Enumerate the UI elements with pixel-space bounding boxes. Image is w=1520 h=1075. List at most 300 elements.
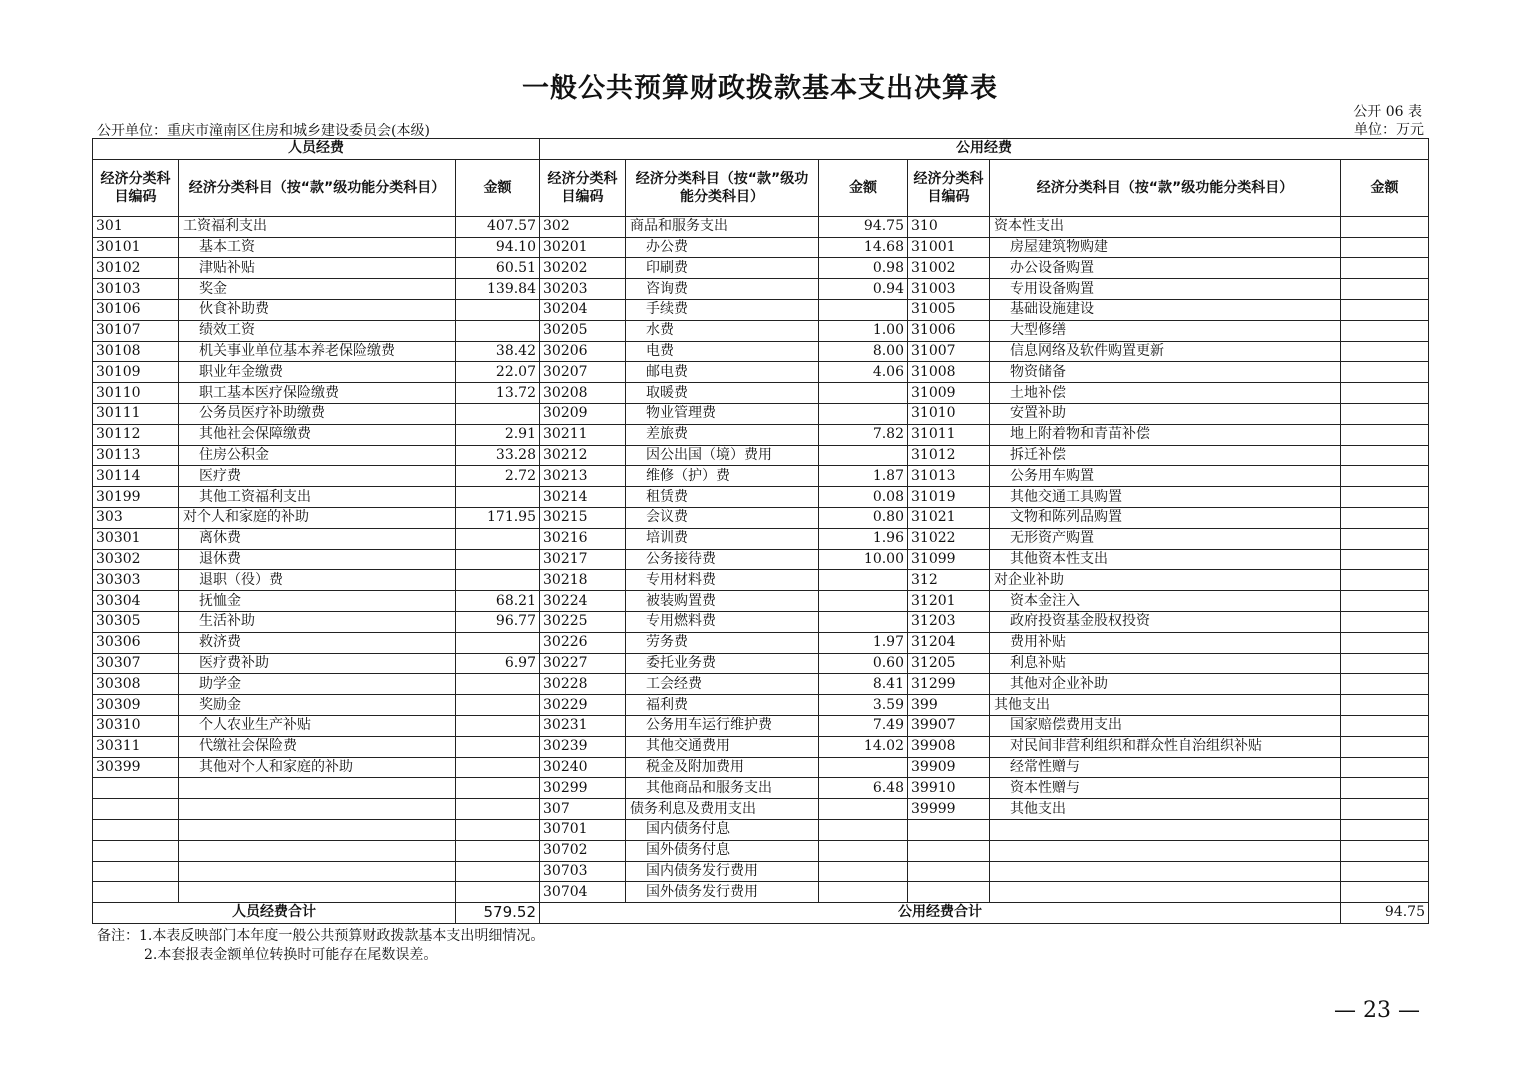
expenditure-table — [92, 138, 1429, 924]
amount-cell — [1341, 362, 1429, 383]
subject-cell: 其他支出 — [990, 695, 1341, 716]
code-cell: 30101 — [93, 237, 179, 258]
code-cell: 31010 — [908, 403, 990, 424]
amount-cell: 68.21 — [456, 591, 540, 612]
amount-cell — [456, 570, 540, 591]
code-cell: 30309 — [93, 695, 179, 716]
amount-cell — [456, 403, 540, 424]
subject-cell: 基础设施建设 — [990, 299, 1341, 320]
amount-cell — [456, 882, 540, 903]
amount-cell — [456, 320, 540, 341]
code-cell: 31008 — [908, 362, 990, 383]
table-row — [93, 695, 1429, 716]
code-cell: 31001 — [908, 237, 990, 258]
public-total-label: 公用经费合计 — [540, 903, 1341, 924]
amount-cell — [1341, 549, 1429, 570]
subject-cell: 国外债务付息 — [626, 840, 819, 861]
personnel-total-amount: 579.52 — [456, 903, 540, 924]
code-cell: 30227 — [540, 653, 626, 674]
page-number: — 23 — — [1334, 998, 1420, 1023]
amount-cell: 0.08 — [819, 487, 908, 508]
amount-cell — [1341, 653, 1429, 674]
code-cell: 30111 — [93, 403, 179, 424]
table-number: 公开 06 表 — [1353, 104, 1422, 120]
amount-cell — [1341, 695, 1429, 716]
amount-cell — [1341, 216, 1429, 237]
code-cell: 39999 — [908, 799, 990, 820]
table-row — [93, 757, 1429, 778]
code-cell: 31099 — [908, 549, 990, 570]
subject-cell: 工资福利支出 — [179, 216, 456, 237]
subject-cell: 大型修缮 — [990, 320, 1341, 341]
code-cell: 30213 — [540, 466, 626, 487]
table-row — [93, 653, 1429, 674]
table-row — [93, 507, 1429, 528]
code-cell: 303 — [93, 507, 179, 528]
amount-cell — [819, 611, 908, 632]
subject-cell: 租赁费 — [626, 487, 819, 508]
code-cell: 30311 — [93, 736, 179, 757]
code-cell — [93, 861, 179, 882]
code-cell: 30207 — [540, 362, 626, 383]
subject-cell: 医疗费补助 — [179, 653, 456, 674]
subject-cell: 助学金 — [179, 674, 456, 695]
subject-cell: 会议费 — [626, 507, 819, 528]
subject-cell: 印刷费 — [626, 258, 819, 279]
amount-cell — [819, 819, 908, 840]
amount-cell — [456, 487, 540, 508]
amount-cell — [819, 591, 908, 612]
code-cell: 30301 — [93, 528, 179, 549]
amount-cell — [1341, 279, 1429, 300]
code-cell: 30228 — [540, 674, 626, 695]
table-row — [93, 674, 1429, 695]
amount-cell: 14.68 — [819, 237, 908, 258]
totals-row — [93, 903, 1429, 924]
code-cell: 30299 — [540, 778, 626, 799]
code-cell: 31204 — [908, 632, 990, 653]
subject-cell: 费用补贴 — [990, 632, 1341, 653]
amount-cell: 14.02 — [819, 736, 908, 757]
subject-cell: 机关事业单位基本养老保险缴费 — [179, 341, 456, 362]
amount-cell: 10.00 — [819, 549, 908, 570]
table-row — [93, 549, 1429, 570]
subject-cell: 文物和陈列品购置 — [990, 507, 1341, 528]
personnel-header: 人员经费 — [93, 139, 540, 160]
code-cell: 301 — [93, 216, 179, 237]
amount-cell — [1341, 299, 1429, 320]
table-row — [93, 861, 1429, 882]
subject-cell: 抚恤金 — [179, 591, 456, 612]
table-row — [93, 424, 1429, 445]
subject-cell: 福利费 — [626, 695, 819, 716]
amount-cell: 38.42 — [456, 341, 540, 362]
amount-cell: 6.48 — [819, 778, 908, 799]
subject-cell: 土地补偿 — [990, 383, 1341, 404]
code-cell: 30216 — [540, 528, 626, 549]
amount-cell — [1341, 320, 1429, 341]
subject-cell: 其他交通费用 — [626, 736, 819, 757]
subject-cell — [990, 861, 1341, 882]
amount-cell: 96.77 — [456, 611, 540, 632]
amount-cell — [819, 882, 908, 903]
subject-cell — [179, 799, 456, 820]
code-cell: 30112 — [93, 424, 179, 445]
col-code-3: 经济分类科目编码 — [908, 159, 990, 216]
table-row — [93, 258, 1429, 279]
subject-cell: 公务用车购置 — [990, 466, 1341, 487]
code-cell: 30229 — [540, 695, 626, 716]
subject-cell: 专用燃料费 — [626, 611, 819, 632]
subject-cell — [179, 819, 456, 840]
table-row — [93, 299, 1429, 320]
subject-cell: 伙食补助费 — [179, 299, 456, 320]
subject-cell: 办公费 — [626, 237, 819, 258]
code-cell: 30103 — [93, 279, 179, 300]
code-cell: 30214 — [540, 487, 626, 508]
subject-cell: 生活补助 — [179, 611, 456, 632]
code-cell: 30302 — [93, 549, 179, 570]
amount-cell — [1341, 424, 1429, 445]
subject-cell: 国家赔偿费用支出 — [990, 715, 1341, 736]
code-cell: 30205 — [540, 320, 626, 341]
subject-cell: 住房公积金 — [179, 445, 456, 466]
amount-cell — [1341, 861, 1429, 882]
table-row — [93, 715, 1429, 736]
code-cell: 30304 — [93, 591, 179, 612]
table-row — [93, 487, 1429, 508]
subject-cell: 房屋建筑物购建 — [990, 237, 1341, 258]
subject-cell: 公务接待费 — [626, 549, 819, 570]
col-code-1: 经济分类科目编码 — [93, 159, 179, 216]
table-row — [93, 591, 1429, 612]
code-cell: 30701 — [540, 819, 626, 840]
amount-cell — [819, 861, 908, 882]
subject-cell: 委托业务费 — [626, 653, 819, 674]
amount-cell — [1341, 736, 1429, 757]
code-cell: 30199 — [93, 487, 179, 508]
amount-cell: 0.80 — [819, 507, 908, 528]
code-cell: 307 — [540, 799, 626, 820]
amount-cell — [1341, 383, 1429, 404]
amount-cell — [456, 695, 540, 716]
table-row — [93, 383, 1429, 404]
personnel-total-label: 人员经费合计 — [93, 903, 456, 924]
code-cell: 31299 — [908, 674, 990, 695]
amount-cell: 171.95 — [456, 507, 540, 528]
code-cell: 30212 — [540, 445, 626, 466]
code-cell: 30225 — [540, 611, 626, 632]
amount-cell — [1341, 570, 1429, 591]
subject-cell: 基本工资 — [179, 237, 456, 258]
amount-cell: 7.82 — [819, 424, 908, 445]
subject-cell: 其他对个人和家庭的补助 — [179, 757, 456, 778]
subject-cell: 利息补贴 — [990, 653, 1341, 674]
subject-cell: 退职（役）费 — [179, 570, 456, 591]
subject-cell: 专用材料费 — [626, 570, 819, 591]
amount-cell — [1341, 258, 1429, 279]
subject-cell: 商品和服务支出 — [626, 216, 819, 237]
amount-cell: 2.91 — [456, 424, 540, 445]
subject-cell: 其他资本性支出 — [990, 549, 1341, 570]
amount-cell: 4.06 — [819, 362, 908, 383]
code-cell: 30217 — [540, 549, 626, 570]
subject-cell: 离休费 — [179, 528, 456, 549]
amount-cell: 94.75 — [819, 216, 908, 237]
code-cell: 39907 — [908, 715, 990, 736]
subject-cell: 奖励金 — [179, 695, 456, 716]
subject-cell — [990, 882, 1341, 903]
code-cell — [93, 778, 179, 799]
amount-cell — [1341, 715, 1429, 736]
subject-cell: 物业管理费 — [626, 403, 819, 424]
amount-cell: 1.00 — [819, 320, 908, 341]
code-cell: 31201 — [908, 591, 990, 612]
code-cell: 31007 — [908, 341, 990, 362]
code-cell: 30202 — [540, 258, 626, 279]
code-cell: 30308 — [93, 674, 179, 695]
code-cell: 30703 — [540, 861, 626, 882]
table-row — [93, 840, 1429, 861]
amount-cell — [819, 403, 908, 424]
code-cell: 30306 — [93, 632, 179, 653]
notes — [97, 927, 544, 965]
subject-cell — [179, 882, 456, 903]
col-subject-1: 经济分类科目（按“款”级功能分类科目） — [179, 159, 456, 216]
code-cell: 31019 — [908, 487, 990, 508]
code-cell: 31011 — [908, 424, 990, 445]
code-cell: 312 — [908, 570, 990, 591]
subject-cell: 其他对企业补助 — [990, 674, 1341, 695]
subject-cell — [179, 840, 456, 861]
subject-cell: 邮电费 — [626, 362, 819, 383]
subject-cell: 无形资产购置 — [990, 528, 1341, 549]
subject-cell: 职工基本医疗保险缴费 — [179, 383, 456, 404]
subject-cell: 其他工资福利支出 — [179, 487, 456, 508]
code-cell: 30107 — [93, 320, 179, 341]
amount-cell: 22.07 — [456, 362, 540, 383]
code-cell: 310 — [908, 216, 990, 237]
code-cell: 30201 — [540, 237, 626, 258]
col-subject-3: 经济分类科目（按“款”级功能分类科目） — [990, 159, 1341, 216]
amount-cell — [1341, 528, 1429, 549]
amount-cell — [1341, 507, 1429, 528]
code-cell — [908, 882, 990, 903]
amount-cell: 3.59 — [819, 695, 908, 716]
code-cell: 30106 — [93, 299, 179, 320]
code-cell: 30226 — [540, 632, 626, 653]
amount-cell — [1341, 882, 1429, 903]
code-cell: 30240 — [540, 757, 626, 778]
code-cell: 30239 — [540, 736, 626, 757]
subject-cell: 对民间非营利组织和群众性自治组织补贴 — [990, 736, 1341, 757]
code-cell: 399 — [908, 695, 990, 716]
col-amount-1: 金额 — [456, 159, 540, 216]
table-row — [93, 882, 1429, 903]
amount-cell — [456, 674, 540, 695]
public-total-amount: 94.75 — [1341, 903, 1429, 924]
subject-cell: 取暖费 — [626, 383, 819, 404]
amount-cell — [456, 736, 540, 757]
amount-cell — [456, 757, 540, 778]
amount-cell: 7.49 — [819, 715, 908, 736]
subject-cell: 工会经费 — [626, 674, 819, 695]
table-row — [93, 819, 1429, 840]
amount-cell — [1341, 591, 1429, 612]
amount-cell — [819, 799, 908, 820]
code-cell: 31021 — [908, 507, 990, 528]
code-cell — [93, 882, 179, 903]
table-row — [93, 320, 1429, 341]
code-cell: 30215 — [540, 507, 626, 528]
table-row — [93, 778, 1429, 799]
table-row — [93, 403, 1429, 424]
amount-cell — [456, 528, 540, 549]
table-row — [93, 362, 1429, 383]
code-cell: 31022 — [908, 528, 990, 549]
amount-cell: 139.84 — [456, 279, 540, 300]
code-cell — [908, 861, 990, 882]
subject-cell — [990, 840, 1341, 861]
subject-cell: 资本性支出 — [990, 216, 1341, 237]
amount-cell: 0.98 — [819, 258, 908, 279]
code-cell: 31205 — [908, 653, 990, 674]
table-row — [93, 216, 1429, 237]
subject-cell: 代缴社会保险费 — [179, 736, 456, 757]
subject-cell: 奖金 — [179, 279, 456, 300]
subject-cell: 救济费 — [179, 632, 456, 653]
code-cell: 30310 — [93, 715, 179, 736]
code-cell: 30305 — [93, 611, 179, 632]
code-cell: 30206 — [540, 341, 626, 362]
subject-cell: 个人农业生产补贴 — [179, 715, 456, 736]
code-cell: 302 — [540, 216, 626, 237]
subject-cell: 其他交通工具购置 — [990, 487, 1341, 508]
table-row — [93, 466, 1429, 487]
amount-cell: 60.51 — [456, 258, 540, 279]
code-cell: 30231 — [540, 715, 626, 736]
amount-cell — [1341, 445, 1429, 466]
subject-cell: 安置补助 — [990, 403, 1341, 424]
amount-cell: 0.60 — [819, 653, 908, 674]
subject-cell: 国内债务发行费用 — [626, 861, 819, 882]
amount-cell — [819, 383, 908, 404]
subject-cell: 地上附着物和青苗补偿 — [990, 424, 1341, 445]
subject-cell: 债务利息及费用支出 — [626, 799, 819, 820]
code-cell: 30203 — [540, 279, 626, 300]
table-row — [93, 341, 1429, 362]
amount-cell: 33.28 — [456, 445, 540, 466]
amount-cell — [1341, 341, 1429, 362]
subject-cell: 维修（护）费 — [626, 466, 819, 487]
note-1: 备注：1.本表反映部门本年度一般公共预算财政拨款基本支出明细情况。 — [97, 928, 545, 944]
code-cell: 30702 — [540, 840, 626, 861]
code-cell — [93, 799, 179, 820]
code-cell: 30224 — [540, 591, 626, 612]
table-row — [93, 632, 1429, 653]
code-cell: 39908 — [908, 736, 990, 757]
note-2: 2.本套报表金额单位转换时可能存在尾数误差。 — [144, 947, 438, 963]
subject-cell: 拆迁补偿 — [990, 445, 1341, 466]
amount-cell: 8.00 — [819, 341, 908, 362]
amount-cell: 6.97 — [456, 653, 540, 674]
subject-cell: 其他商品和服务支出 — [626, 778, 819, 799]
amount-cell — [819, 840, 908, 861]
subject-cell: 公务用车运行维护费 — [626, 715, 819, 736]
subject-cell: 因公出国（境）费用 — [626, 445, 819, 466]
subject-cell: 对企业补助 — [990, 570, 1341, 591]
subject-cell: 公务员医疗补助缴费 — [179, 403, 456, 424]
subject-cell: 津贴补贴 — [179, 258, 456, 279]
code-cell: 31006 — [908, 320, 990, 341]
code-cell: 31203 — [908, 611, 990, 632]
subject-cell: 政府投资基金股权投资 — [990, 611, 1341, 632]
subject-cell: 医疗费 — [179, 466, 456, 487]
code-cell: 30113 — [93, 445, 179, 466]
amount-cell — [1341, 757, 1429, 778]
col-code-2: 经济分类科目编码 — [540, 159, 626, 216]
code-cell — [93, 840, 179, 861]
code-cell: 30109 — [93, 362, 179, 383]
code-cell — [908, 840, 990, 861]
amount-cell — [819, 445, 908, 466]
code-cell — [93, 819, 179, 840]
subject-cell: 手续费 — [626, 299, 819, 320]
amount-cell — [1341, 819, 1429, 840]
table-row — [93, 445, 1429, 466]
amount-cell — [456, 799, 540, 820]
subject-cell: 劳务费 — [626, 632, 819, 653]
table-row — [93, 528, 1429, 549]
amount-cell — [819, 570, 908, 591]
amount-cell: 1.87 — [819, 466, 908, 487]
amount-cell: 94.10 — [456, 237, 540, 258]
amount-cell — [1341, 778, 1429, 799]
amount-cell — [456, 715, 540, 736]
subject-cell: 水费 — [626, 320, 819, 341]
subject-cell: 信息网络及软件购置更新 — [990, 341, 1341, 362]
table-row — [93, 611, 1429, 632]
table-row — [93, 570, 1429, 591]
code-cell: 30399 — [93, 757, 179, 778]
amount-cell — [819, 299, 908, 320]
code-cell: 30108 — [93, 341, 179, 362]
code-cell: 30204 — [540, 299, 626, 320]
amount-cell — [456, 840, 540, 861]
subject-cell: 经常性赠与 — [990, 757, 1341, 778]
amount-cell — [1341, 840, 1429, 861]
amount-cell — [1341, 611, 1429, 632]
amount-cell — [456, 819, 540, 840]
code-cell: 30307 — [93, 653, 179, 674]
subject-cell: 资本金注入 — [990, 591, 1341, 612]
code-cell: 30110 — [93, 383, 179, 404]
amount-cell — [1341, 237, 1429, 258]
subject-cell: 税金及附加费用 — [626, 757, 819, 778]
code-cell: 30303 — [93, 570, 179, 591]
subject-cell: 退休费 — [179, 549, 456, 570]
amount-cell: 1.97 — [819, 632, 908, 653]
code-cell: 31003 — [908, 279, 990, 300]
subject-cell — [179, 778, 456, 799]
table-row — [93, 237, 1429, 258]
code-cell: 30208 — [540, 383, 626, 404]
code-cell: 31005 — [908, 299, 990, 320]
amount-cell — [1341, 487, 1429, 508]
code-cell: 30102 — [93, 258, 179, 279]
subject-cell: 培训费 — [626, 528, 819, 549]
subject-cell: 咨询费 — [626, 279, 819, 300]
